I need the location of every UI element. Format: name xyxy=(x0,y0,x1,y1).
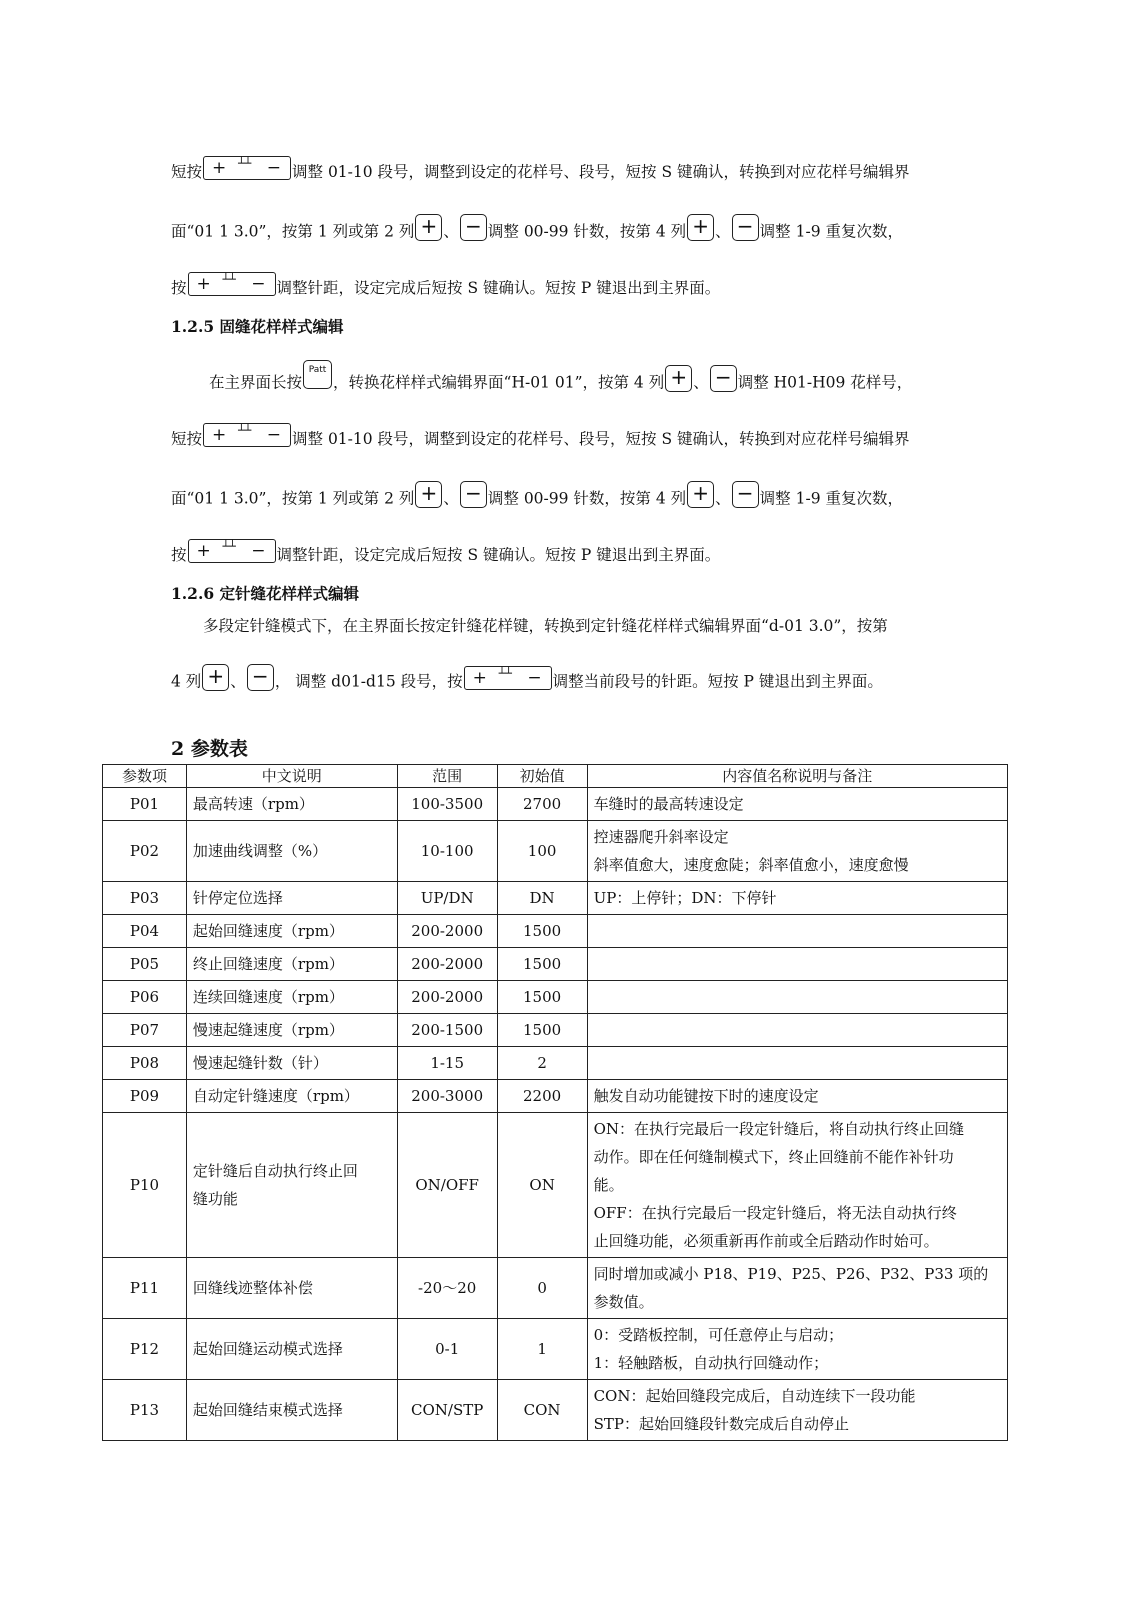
param-range: 0-1 xyxy=(397,1319,497,1380)
param-desc: 最高转速（rpm） xyxy=(186,788,397,821)
plus-icon: + xyxy=(212,158,227,178)
param-notes xyxy=(587,1113,1007,1258)
param-range: 100-3500 xyxy=(397,788,497,821)
table-row xyxy=(103,1080,1008,1113)
table-row xyxy=(103,915,1008,948)
param-note-line: 能。 xyxy=(593,1176,624,1194)
text: 调整 1-9 重复次数， xyxy=(759,489,903,508)
param-notes xyxy=(587,981,1007,1014)
table-header-row xyxy=(103,765,1008,788)
table-row xyxy=(103,1258,1008,1319)
text: 调整 00-99 针数，按第 4 列 xyxy=(487,489,687,508)
plus-icon: + xyxy=(196,274,211,294)
minus-key-icon: − xyxy=(460,481,487,508)
minus-key-icon: − xyxy=(732,214,759,241)
param-init: 1500 xyxy=(497,915,587,948)
param-id: P03 xyxy=(103,882,187,915)
section-heading-2: 2 参数表 xyxy=(171,738,248,760)
param-init: 1500 xyxy=(497,1014,587,1047)
plus-minus-key xyxy=(188,272,276,296)
param-range: 200-2000 xyxy=(397,981,497,1014)
param-desc: 针停定位选择 xyxy=(186,882,397,915)
param-note-line: 触发自动功能键按下时的速度设定 xyxy=(593,1087,819,1105)
param-notes xyxy=(587,1014,1007,1047)
minus-key-icon: − xyxy=(460,214,487,241)
param-id: P02 xyxy=(103,821,187,882)
paragraph-line-9 xyxy=(171,664,883,695)
param-range: 1-15 xyxy=(397,1047,497,1080)
param-init: ON xyxy=(497,1113,587,1258)
text: 调整 01-10 段号，调整到设定的花样号、段号，短按 S 键确认，转换到对应花样号编辑界 xyxy=(292,163,910,181)
plus-icon: + xyxy=(196,541,211,561)
param-desc: 慢速起缝针数（针） xyxy=(186,1047,397,1080)
header-range: 范围 xyxy=(397,765,497,788)
plus-minus-key xyxy=(203,156,291,180)
param-note-line: OFF：在执行完最后一段定针缝后，将无法自动执行终 xyxy=(593,1204,957,1222)
param-init: 2200 xyxy=(497,1080,587,1113)
param-note-line: STP：起始回缝段针数完成后自动停止 xyxy=(593,1415,849,1433)
minus-key-icon: − xyxy=(732,481,759,508)
paragraph-line-5 xyxy=(171,424,910,451)
minus-key-icon: − xyxy=(710,365,737,392)
text: 、 xyxy=(715,489,731,508)
plus-minus-key xyxy=(464,666,552,690)
text: 按 xyxy=(171,279,187,297)
param-note-line: 斜率值愈大，速度愈陡；斜率值愈小，速度愈慢 xyxy=(593,856,909,874)
text: 调整 H01-H09 花样号， xyxy=(737,373,913,392)
plus-key-icon: + xyxy=(665,365,692,392)
plus-key-icon: + xyxy=(415,214,442,241)
text: 调整针距，设定完成后短按 S 键确认。短按 P 键退出到主界面。 xyxy=(276,546,721,564)
parameter-table xyxy=(102,764,1008,1441)
param-note-line: 参数值。 xyxy=(593,1293,654,1311)
plus-key-icon: + xyxy=(687,481,714,508)
minus-icon: − xyxy=(266,158,282,178)
paragraph-line-8: 多段定针缝模式下，在主界面长按定针缝花样键，转换到定针缝花样样式编辑界面“d-01 3.0”，按第 xyxy=(203,617,888,635)
section-heading-1-2-6: 1.2.6 定针缝花样样式编辑 xyxy=(171,584,360,603)
key-mid-glyph: ┴┴ xyxy=(498,666,512,680)
param-desc: 起始回缝运动模式选择 xyxy=(186,1319,397,1380)
param-range: ON/OFF xyxy=(397,1113,497,1258)
minus-icon: − xyxy=(251,541,266,561)
param-note-line: 止回缝功能，必须重新再作前或全后踏动作时始可。 xyxy=(593,1232,939,1250)
param-id: P07 xyxy=(103,1014,187,1047)
param-note-line: UP：上停针；DN：下停针 xyxy=(593,889,777,907)
header-param: 参数项 xyxy=(103,765,187,788)
param-note-line: CON：起始回缝段完成后，自动连续下一段功能 xyxy=(593,1387,916,1405)
paragraph-line-2 xyxy=(171,214,903,245)
param-init: 2700 xyxy=(497,788,587,821)
plus-key-icon: + xyxy=(202,664,229,691)
param-id: P10 xyxy=(103,1113,187,1258)
param-desc-line: 定针缝后自动执行终止回 xyxy=(192,1162,358,1180)
text: 面“01 1 3.0”，按第 1 列或第 2 列 xyxy=(171,222,415,241)
param-id: P12 xyxy=(103,1319,187,1380)
text: 、 xyxy=(443,489,459,508)
paragraph-line-1 xyxy=(171,157,910,184)
text: 4 列 xyxy=(171,672,202,691)
key-mid-glyph: ┴┴ xyxy=(238,157,252,170)
param-notes xyxy=(587,915,1007,948)
paragraph-line-3 xyxy=(171,273,721,300)
table-row xyxy=(103,882,1008,915)
param-notes xyxy=(587,1258,1007,1319)
plus-icon: + xyxy=(472,667,487,688)
param-id: P05 xyxy=(103,948,187,981)
text: 调整 01-10 段号，调整到设定的花样号、段号，短按 S 键确认，转换到对应花样号编辑界 xyxy=(292,430,910,448)
text: 调整针距，设定完成后短按 S 键确认。短按 P 键退出到主界面。 xyxy=(276,279,721,297)
param-id: P09 xyxy=(103,1080,187,1113)
param-notes xyxy=(587,882,1007,915)
minus-icon: − xyxy=(251,274,266,294)
text: 调整 1-9 重复次数， xyxy=(759,222,903,241)
table-row xyxy=(103,1380,1008,1441)
param-init: 1500 xyxy=(497,948,587,981)
param-notes xyxy=(587,948,1007,981)
plus-icon: + xyxy=(212,425,227,445)
param-id: P01 xyxy=(103,788,187,821)
plus-key-icon: + xyxy=(687,214,714,241)
plus-minus-key xyxy=(188,539,276,563)
param-desc: 慢速起缝速度（rpm） xyxy=(186,1014,397,1047)
param-desc: 回缝线迹整体补偿 xyxy=(186,1258,397,1319)
text: 、 xyxy=(230,672,246,691)
table-row xyxy=(103,821,1008,882)
param-note-line: 车缝时的最高转速设定 xyxy=(593,795,744,813)
minus-icon: − xyxy=(266,425,282,445)
text: 短按 xyxy=(171,163,203,181)
table-row xyxy=(103,1319,1008,1380)
key-mid-glyph: ┴┴ xyxy=(238,424,252,437)
param-note-line: 同时增加或减小 P18、P19、P25、P26、P32、P33 项的 xyxy=(593,1265,989,1283)
table-row xyxy=(103,981,1008,1014)
param-init: 1 xyxy=(497,1319,587,1380)
text: 调整 00-99 针数，按第 4 列 xyxy=(487,222,687,241)
paragraph-line-7 xyxy=(171,540,721,567)
param-init: 2 xyxy=(497,1047,587,1080)
param-desc: 终止回缝速度（rpm） xyxy=(186,948,397,981)
text: ， 调整 d01-d15 段号，按 xyxy=(274,672,463,691)
param-notes xyxy=(587,1080,1007,1113)
key-mid-glyph: ┴┴ xyxy=(222,273,236,286)
text: 在主界面长按 xyxy=(209,373,303,392)
table-row xyxy=(103,1047,1008,1080)
text: 面“01 1 3.0”，按第 1 列或第 2 列 xyxy=(171,489,415,508)
param-note-line: 动作。即在任何缝制模式下，终止回缝前不能作补针功 xyxy=(593,1148,954,1166)
table-row xyxy=(103,1113,1008,1258)
param-id: P08 xyxy=(103,1047,187,1080)
param-desc xyxy=(186,1113,397,1258)
section-heading-1-2-5: 1.2.5 固缝花样样式编辑 xyxy=(171,317,344,336)
param-range: 200-2000 xyxy=(397,948,497,981)
param-range: 200-2000 xyxy=(397,915,497,948)
param-desc: 自动定针缝速度（rpm） xyxy=(186,1080,397,1113)
param-note-line: 1：轻触踏板，自动执行回缝动作； xyxy=(593,1354,829,1372)
param-notes xyxy=(587,788,1007,821)
param-notes xyxy=(587,821,1007,882)
table-row xyxy=(103,1014,1008,1047)
text: 短按 xyxy=(171,430,203,448)
param-id: P04 xyxy=(103,915,187,948)
header-notes: 内容值名称说明与备注 xyxy=(587,765,1007,788)
plus-minus-key xyxy=(203,423,291,447)
text: 按 xyxy=(171,546,187,564)
param-range: 10-100 xyxy=(397,821,497,882)
header-desc: 中文说明 xyxy=(186,765,397,788)
text: 、 xyxy=(693,373,709,392)
param-init: DN xyxy=(497,882,587,915)
param-init: 100 xyxy=(497,821,587,882)
param-desc: 起始回缝速度（rpm） xyxy=(186,915,397,948)
param-init: CON xyxy=(497,1380,587,1441)
param-desc: 起始回缝结束模式选择 xyxy=(186,1380,397,1441)
param-init: 0 xyxy=(497,1258,587,1319)
param-range: 200-3000 xyxy=(397,1080,497,1113)
text: 调整当前段号的针距。短按 P 键退出到主界面。 xyxy=(552,672,883,691)
param-desc-line: 缝功能 xyxy=(192,1190,238,1208)
paragraph-line-4 xyxy=(209,365,913,397)
plus-key-icon: + xyxy=(415,481,442,508)
text: 、 xyxy=(443,222,459,241)
param-note-line: ON：在执行完最后一段定针缝后，将自动执行终止回缝 xyxy=(593,1120,965,1138)
param-note-line: 控速器爬升斜率设定 xyxy=(593,828,729,846)
paragraph-line-6 xyxy=(171,481,903,512)
param-desc: 加速曲线调整（%） xyxy=(186,821,397,882)
param-range: UP/DN xyxy=(397,882,497,915)
param-id: P06 xyxy=(103,981,187,1014)
minus-key-icon: − xyxy=(247,664,274,691)
param-init: 1500 xyxy=(497,981,587,1014)
param-notes xyxy=(587,1319,1007,1380)
param-id: P11 xyxy=(103,1258,187,1319)
param-notes xyxy=(587,1047,1007,1080)
param-id: P13 xyxy=(103,1380,187,1441)
table-row xyxy=(103,948,1008,981)
text: 、 xyxy=(715,222,731,241)
param-range: -20～20 xyxy=(397,1258,497,1319)
param-desc: 连续回缝速度（rpm） xyxy=(186,981,397,1014)
text: ，转换花样样式编辑界面“H-01 01”，按第 4 列 xyxy=(333,373,665,392)
key-mid-glyph: ┴┴ xyxy=(222,540,236,553)
param-notes xyxy=(587,1380,1007,1441)
param-range: CON/STP xyxy=(397,1380,497,1441)
param-note-line: 0：受踏板控制，可任意停止与启动； xyxy=(593,1326,844,1344)
patt-key-icon: Patt xyxy=(303,360,332,389)
minus-icon: − xyxy=(527,667,542,688)
header-init: 初始值 xyxy=(497,765,587,788)
table-row xyxy=(103,788,1008,821)
param-range: 200-1500 xyxy=(397,1014,497,1047)
